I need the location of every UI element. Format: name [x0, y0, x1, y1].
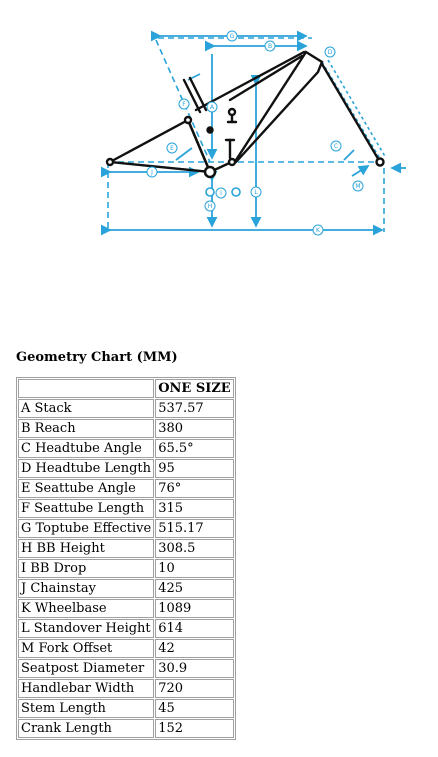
chart-title: Geometry Chart (MM) — [16, 350, 178, 365]
row-value: 1089 — [155, 599, 234, 618]
header-size: ONE SIZE — [155, 379, 234, 398]
row-value: 42 — [155, 639, 234, 658]
row-value: 308.5 — [155, 539, 234, 558]
marker-e — [167, 143, 177, 153]
table-row — [18, 559, 234, 578]
row-value: 95 — [155, 459, 234, 478]
table-row — [18, 699, 234, 718]
svg-text:A: A — [209, 104, 215, 111]
table-row — [18, 459, 234, 478]
table-row — [18, 399, 234, 418]
table-row — [18, 619, 234, 638]
row-value: 65.5° — [155, 439, 234, 458]
row-value: 45 — [155, 699, 234, 718]
row-label: L Standover Height — [18, 619, 154, 638]
svg-text:L: L — [254, 189, 258, 196]
table-row — [18, 579, 234, 598]
row-value: 515.17 — [155, 519, 234, 538]
row-label: I BB Drop — [18, 559, 154, 578]
svg-text:C: C — [333, 143, 339, 150]
svg-text:D: D — [327, 49, 333, 56]
svg-text:F: F — [182, 101, 186, 108]
marker-m — [353, 181, 363, 191]
svg-text:E: E — [170, 145, 174, 152]
table-row — [18, 719, 234, 738]
table-row — [18, 419, 234, 438]
marker-k — [313, 225, 323, 235]
marker-c — [331, 141, 341, 151]
row-label: D Headtube Length — [18, 459, 154, 478]
row-label: C Headtube Angle — [18, 439, 154, 458]
row-label: A Stack — [18, 399, 154, 418]
table-row — [18, 439, 234, 458]
row-value: 30.9 — [155, 659, 234, 678]
table-row — [18, 499, 234, 518]
marker-h — [205, 201, 215, 211]
marker-b — [265, 41, 275, 51]
table-body — [18, 399, 234, 738]
row-label: M Fork Offset — [18, 639, 154, 658]
svg-text:I: I — [220, 190, 222, 197]
row-value: 76° — [155, 479, 234, 498]
header-blank — [18, 379, 154, 398]
row-label: F Seattube Length — [18, 499, 154, 518]
row-value: 315 — [155, 499, 234, 518]
row-label: H BB Height — [18, 539, 154, 558]
marker-a — [207, 102, 217, 112]
geometry-table — [16, 377, 236, 740]
svg-text:J: J — [151, 169, 153, 176]
marker-f — [179, 99, 189, 109]
row-label: G Toptube Effective — [18, 519, 154, 538]
svg-text:K: K — [316, 227, 320, 234]
marker-l — [251, 187, 261, 197]
row-label: E Seattube Angle — [18, 479, 154, 498]
svg-text:B: B — [267, 43, 273, 50]
row-label: Crank Length — [18, 719, 154, 738]
row-value: 720 — [155, 679, 234, 698]
table-row — [18, 519, 234, 538]
marker-g — [227, 31, 237, 41]
table-row — [18, 479, 234, 498]
svg-text:H: H — [207, 203, 213, 210]
row-value: 537.57 — [155, 399, 234, 418]
table-header-row — [18, 379, 234, 398]
table-row — [18, 639, 234, 658]
table-row — [18, 659, 234, 678]
svg-text:G: G — [229, 33, 235, 40]
bike-frame — [107, 52, 384, 177]
row-value: 10 — [155, 559, 234, 578]
row-value: 380 — [155, 419, 234, 438]
row-label: J Chainstay — [18, 579, 154, 598]
row-label: Handlebar Width — [18, 679, 154, 698]
row-value: 152 — [155, 719, 234, 738]
reference-lines — [108, 38, 386, 232]
geometry-diagram — [0, 0, 438, 300]
table-row — [18, 539, 234, 558]
marker-j — [147, 167, 157, 177]
row-label: B Reach — [18, 419, 154, 438]
row-value: 614 — [155, 619, 234, 638]
marker-d — [325, 47, 335, 57]
table-row — [18, 599, 234, 618]
table-row — [18, 679, 234, 698]
svg-text:M: M — [355, 183, 361, 190]
row-label: Seatpost Diameter — [18, 659, 154, 678]
marker-labels — [147, 31, 363, 235]
row-label: Stem Length — [18, 699, 154, 718]
row-label: K Wheelbase — [18, 599, 154, 618]
row-value: 425 — [155, 579, 234, 598]
marker-i — [216, 188, 226, 198]
